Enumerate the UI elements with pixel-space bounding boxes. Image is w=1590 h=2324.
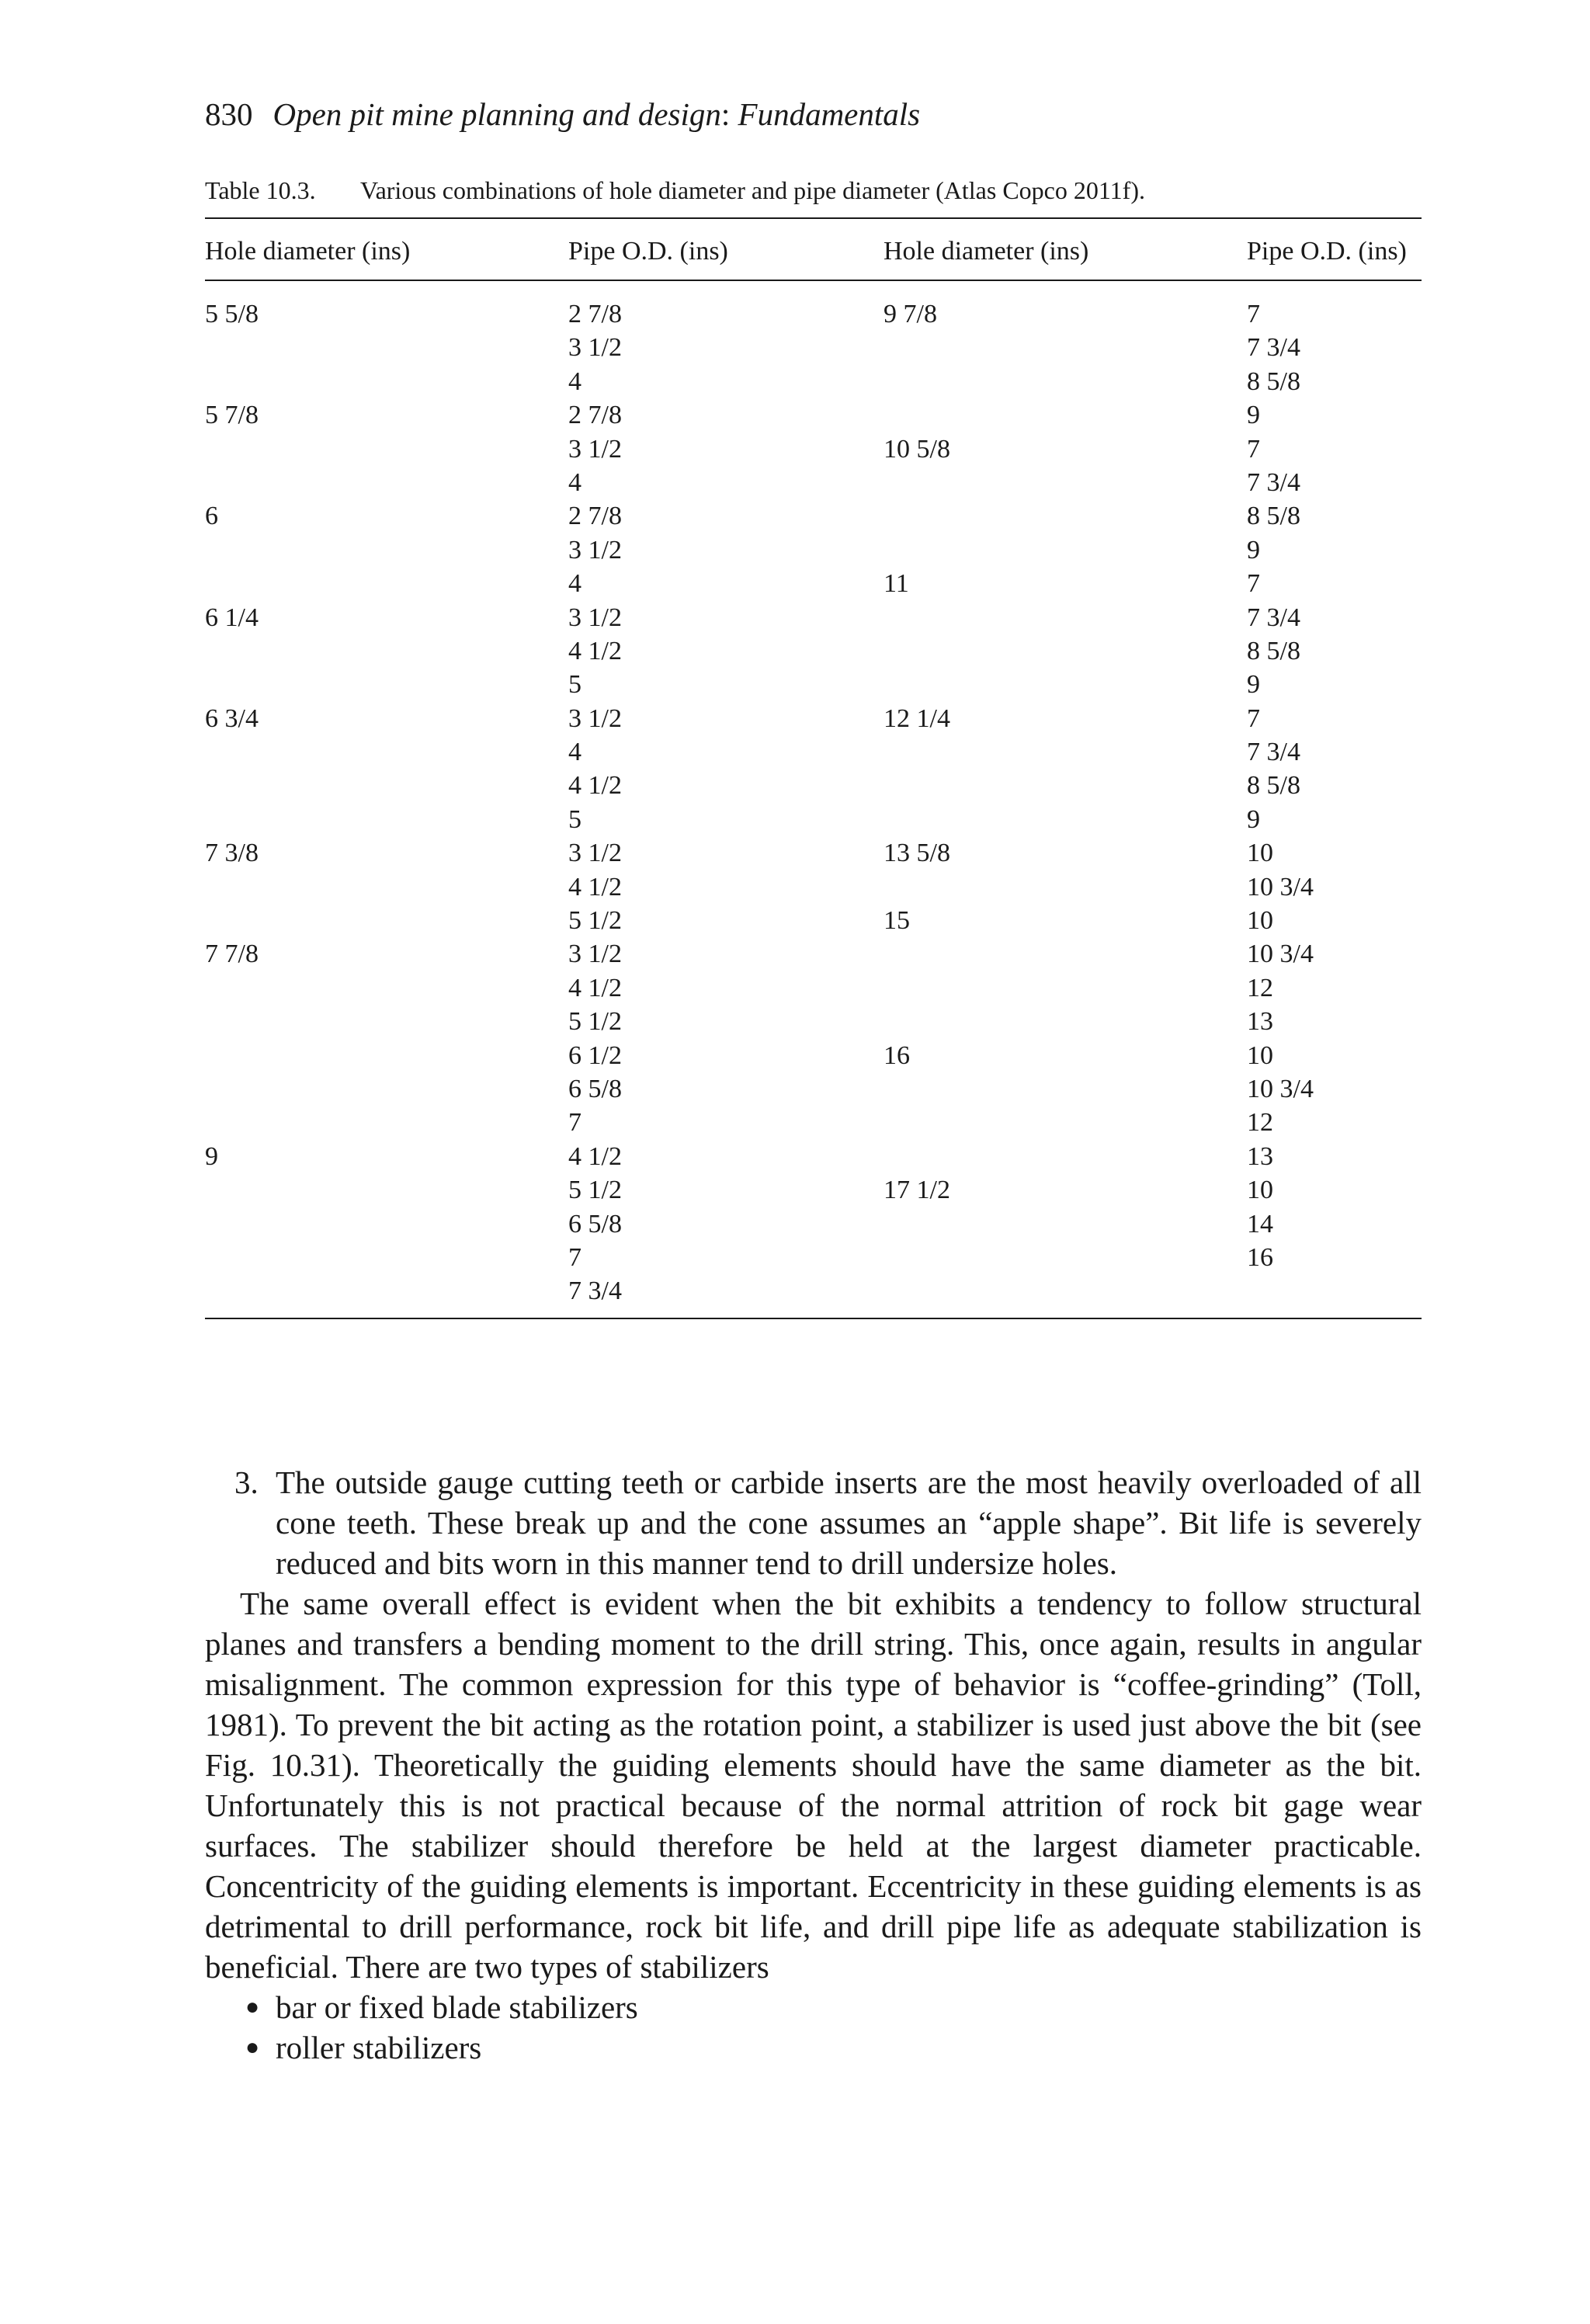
table-cell	[205, 1106, 259, 1139]
table-cell: 10 3/4	[1247, 940, 1314, 969]
table-cell	[205, 1241, 259, 1274]
table-bottom-rule	[205, 1318, 1422, 1319]
header-hole-diameter-1: Hole diameter (ins)	[205, 237, 411, 266]
item-text: The outside gauge cutting teeth or carbide inserts are the most heavily overloaded of all cone teeth. These break up and the cone assumes an “apple shape”. Bit life is severely reduced and bits worn in this manner tend to drill undersize holes.	[276, 1464, 1422, 1581]
table-cell	[884, 1140, 950, 1173]
table-cell	[205, 1207, 259, 1241]
table-cell: 7	[1247, 300, 1260, 328]
table-top-rule	[205, 217, 1422, 219]
table-cell	[205, 567, 259, 600]
table-cell	[884, 601, 950, 634]
table-cell: 5 1/2	[568, 906, 622, 936]
table-cell: 7 3/4	[1247, 333, 1300, 363]
table-cell: 7 3/8	[205, 839, 259, 868]
numbered-item-3	[205, 1462, 1422, 1583]
table-header-rule	[205, 280, 1422, 281]
table-cell	[884, 331, 950, 364]
table-cell: 12 1/4	[884, 703, 950, 733]
table-cell: 8 5/8	[1247, 771, 1300, 801]
table-cell: 4	[568, 569, 581, 599]
table-cell: 10	[1247, 1040, 1273, 1070]
table-cell: 4	[568, 738, 581, 767]
table-cell	[884, 365, 950, 398]
table-cell: 2 7/8	[568, 300, 622, 328]
table-cell	[884, 1207, 950, 1241]
table-cell	[205, 803, 259, 836]
table-column-hole-diameter-2	[884, 297, 950, 1308]
table-cell: 9 7/8	[884, 300, 937, 328]
body-paragraph: The same overall effect is evident when the bit exhibits a tendency to follow structural planes and transfers a bending moment to the drill string. This, once again, results in angular misalignment. The common expression for this type of behavior is “coffee-grinding” (Toll, 1981). To prevent the bit acting as the rotation point, a stabilizer is used just above the bit (see Fig. 10.31). Theoretically the guiding elements should have the same diameter as the bit. Unfortunately this is not practical because of the normal attrition of rock bit gage wear surfaces. The stabilizer should therefore be held at the largest diameter practicable. Concentricity of the guiding elements is important. Eccentricity in these guiding elements is as detrimental to drill performance, rock bit life, and drill pipe life as adequate stabilization is beneficial. There are two types of stabilizers	[205, 1586, 1422, 1985]
table-cell: 7	[568, 1108, 581, 1138]
table-cell: 8 5/8	[1247, 636, 1300, 665]
list-item-text: bar or fixed blade stabilizers	[276, 1989, 638, 2025]
table-cell: 6 3/4	[205, 703, 259, 733]
table-cell	[884, 971, 950, 1005]
table-cell	[205, 904, 259, 937]
table-cell: 4	[568, 366, 581, 396]
table-cell	[205, 870, 259, 904]
table-cell	[884, 398, 950, 432]
table-cell	[884, 937, 950, 971]
table-cell	[884, 1274, 950, 1308]
table-cell	[205, 1005, 259, 1038]
table-cell	[205, 668, 259, 701]
header-pipe-od-2: Pipe O.D. (ins)	[1247, 237, 1407, 266]
table-cell	[884, 735, 950, 769]
list-item	[205, 1987, 1422, 2027]
table-cell	[205, 331, 259, 364]
stabilizer-types-list	[205, 1987, 1422, 2068]
table-cell: 15	[884, 906, 910, 936]
table-cell: 5	[568, 804, 581, 834]
table-cell	[884, 1005, 950, 1038]
table-cell: 3 1/2	[568, 434, 622, 464]
table-cell	[884, 499, 950, 533]
table-cell: 10 3/4	[1247, 872, 1314, 901]
table-cell	[205, 1072, 259, 1106]
table-cell: 7	[1247, 434, 1260, 464]
table-cell: 3 1/2	[568, 333, 622, 363]
table-cell: 11	[884, 569, 909, 599]
table-cell: 10 5/8	[884, 434, 950, 464]
table-cell	[884, 466, 950, 499]
table-cell	[205, 365, 259, 398]
table-cell: 7	[1247, 569, 1260, 599]
table-cell: 6 5/8	[568, 1074, 622, 1103]
table-cell: 10 3/4	[1247, 1074, 1314, 1103]
table-cell	[884, 634, 950, 668]
table-cell: 3 1/2	[568, 603, 622, 632]
table-cell	[205, 1039, 259, 1072]
table-cell: 7 3/4	[1247, 738, 1300, 767]
table-cell	[884, 870, 950, 904]
table-cell: 8 5/8	[1247, 502, 1300, 531]
body-text	[205, 1462, 1422, 2068]
table-cell: 3 1/2	[568, 703, 622, 733]
table-caption-label: Table 10.3.	[205, 176, 316, 204]
table-cell	[205, 1173, 259, 1207]
table-cell: 10	[1247, 839, 1273, 868]
table-cell	[205, 533, 259, 567]
table-cell: 7 3/4	[1247, 467, 1300, 497]
table-cell: 4 1/2	[568, 636, 622, 665]
table-cell	[205, 1274, 259, 1308]
table-cell: 12	[1247, 973, 1273, 1002]
table-cell: 16	[1247, 1242, 1273, 1272]
table-caption-text: Various combinations of hole diameter and pipe diameter (Atlas Copco 2011f).	[360, 176, 1145, 204]
table-cell: 13	[1247, 1141, 1273, 1171]
table-cell	[884, 1241, 950, 1274]
table-cell: 4 1/2	[568, 973, 622, 1002]
table-cell	[884, 533, 950, 567]
header-hole-diameter-2: Hole diameter (ins)	[884, 237, 1089, 266]
table-cell	[884, 803, 950, 836]
table-cell	[884, 1072, 950, 1106]
table-cell: 5 1/2	[568, 1176, 622, 1205]
page-number: 830	[205, 96, 253, 132]
table-cell: 6 1/4	[205, 603, 259, 632]
table-cell: 17 1/2	[884, 1176, 950, 1205]
table-cell: 9	[1247, 804, 1260, 834]
table-cell: 2 7/8	[568, 401, 622, 430]
table-cell	[884, 769, 950, 802]
table-cell	[205, 466, 259, 499]
bullet-icon: ●	[245, 1994, 260, 2020]
table-column-pipe-od-2	[1247, 297, 1314, 1308]
table-cell	[884, 1106, 950, 1139]
table-column-hole-diameter-1	[205, 297, 259, 1308]
bullet-icon: ●	[245, 2034, 260, 2060]
table-cell: 2 7/8	[568, 502, 622, 531]
table-cell	[884, 668, 950, 701]
table-cell	[1247, 1274, 1314, 1308]
table-cell: 4 1/2	[568, 872, 622, 901]
table-cell	[205, 634, 259, 668]
table-cell: 5 1/2	[568, 1007, 622, 1037]
book-subtitle: Fundamentals	[730, 96, 921, 132]
table-cell: 13	[1247, 1007, 1273, 1037]
table-cell: 4 1/2	[568, 771, 622, 801]
header-pipe-od-1: Pipe O.D. (ins)	[568, 237, 728, 266]
table-cell: 6	[205, 502, 218, 531]
table-cell: 3 1/2	[568, 839, 622, 868]
item-number: 3.	[234, 1464, 259, 1500]
table-cell: 3 1/2	[568, 940, 622, 969]
table-cell	[205, 769, 259, 802]
table-cell: 13 5/8	[884, 839, 950, 868]
table-cell: 5 7/8	[205, 401, 259, 430]
table-cell: 10	[1247, 1176, 1273, 1205]
book-title: Open pit mine planning and design	[273, 96, 721, 132]
table-cell: 9	[1247, 401, 1260, 430]
table-cell: 9	[205, 1141, 218, 1171]
table-cell: 5	[568, 670, 581, 700]
table-cell: 7	[1247, 703, 1260, 733]
table-cell: 7 3/4	[1247, 603, 1300, 632]
table-cell	[205, 971, 259, 1005]
running-header	[205, 91, 920, 137]
table-cell	[205, 432, 259, 466]
table-cell: 16	[884, 1040, 910, 1070]
table-cell: 6 5/8	[568, 1209, 622, 1238]
table-cell: 6 1/2	[568, 1040, 622, 1070]
table-cell: 9	[1247, 535, 1260, 564]
table-cell: 9	[1247, 670, 1260, 700]
table-cell: 7 7/8	[205, 940, 259, 969]
list-item	[205, 2027, 1422, 2068]
table-cell: 14	[1247, 1209, 1273, 1238]
table-cell: 4 1/2	[568, 1141, 622, 1171]
table-cell: 5 5/8	[205, 300, 259, 328]
table-column-pipe-od-1	[568, 297, 622, 1308]
table-cell: 10	[1247, 906, 1273, 936]
list-item-text: roller stabilizers	[276, 2030, 482, 2065]
table-cell: 7 3/4	[568, 1277, 622, 1306]
table-cell: 12	[1247, 1108, 1273, 1138]
table-cell: 8 5/8	[1247, 366, 1300, 396]
table-cell: 3 1/2	[568, 535, 622, 564]
table-cell	[205, 735, 259, 769]
header-separator: :	[720, 96, 731, 132]
table-cell: 4	[568, 467, 581, 497]
table-cell: 7	[568, 1242, 581, 1272]
table-caption	[205, 173, 1145, 207]
